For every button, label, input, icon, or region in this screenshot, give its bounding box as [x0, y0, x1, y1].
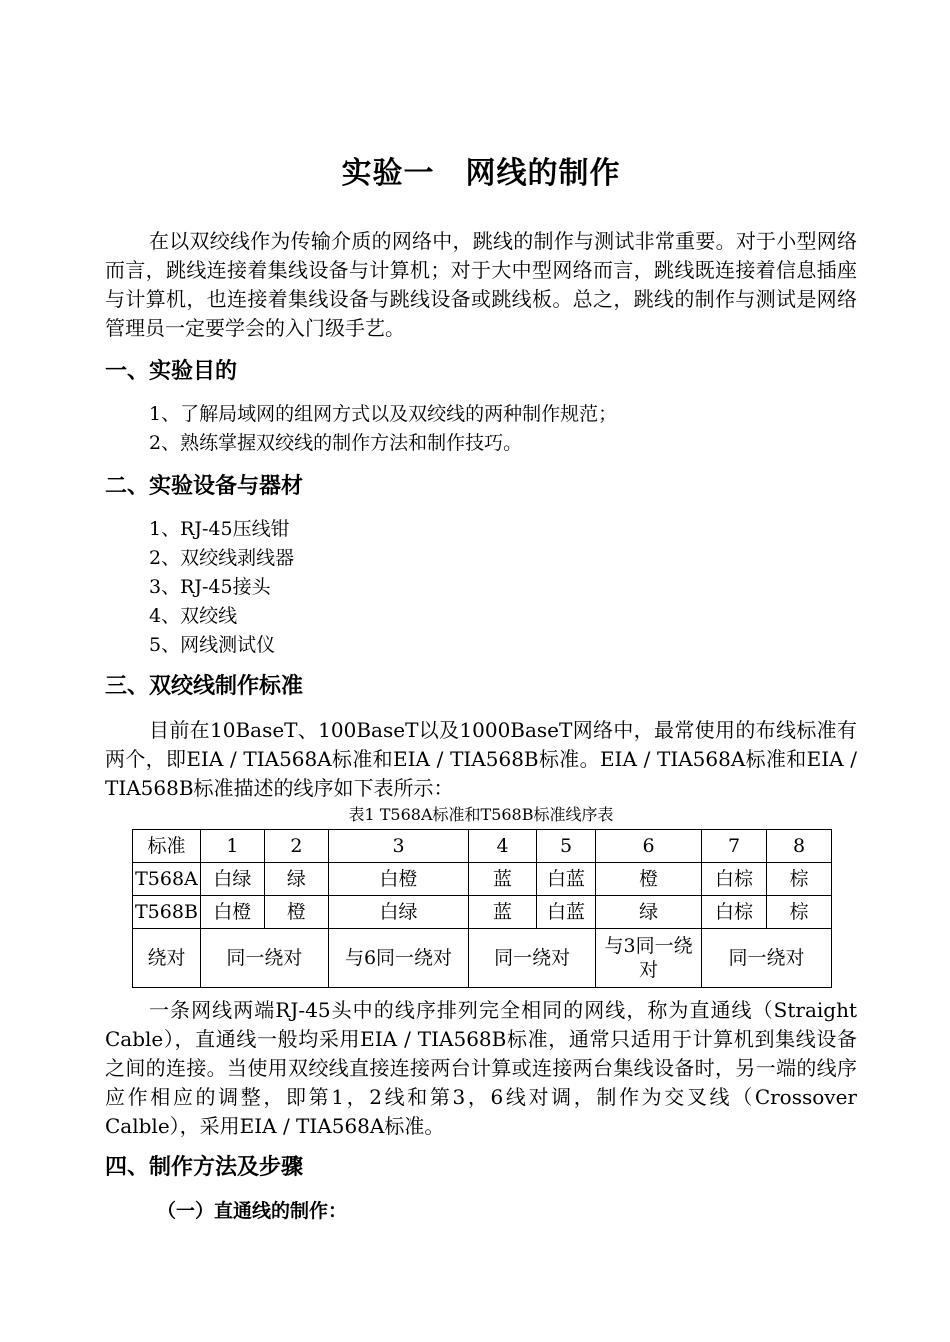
- table-cell: 白绿: [328, 896, 468, 929]
- intro-paragraph: 在以双绞线作为传输介质的网络中，跳线的制作与测试非常重要。对于小型网络而言，跳线连接着集线设备与计算机；对于大中型网络而言，跳线既连接着信息插座与计算机，也连接着集线设备与跳线设备或跳线板。总之，跳线的制作与测试是网络管理员一定要学会的入门级手艺。: [105, 229, 857, 340]
- table-cell: 标准: [133, 830, 201, 863]
- table-cell: 棕: [767, 896, 832, 929]
- table-cell: 蓝: [469, 863, 537, 896]
- table-cell: 白橙: [328, 863, 468, 896]
- table-cell: T568A: [133, 863, 201, 896]
- table-cell: 3: [328, 830, 468, 863]
- list-item: 4、双绞线: [149, 605, 238, 627]
- table-cell: 6: [596, 830, 702, 863]
- table-cell: 棕: [767, 863, 832, 896]
- equipment-list: [149, 515, 294, 660]
- table-cell: 白蓝: [536, 863, 595, 896]
- table-cell: 橙: [596, 863, 702, 896]
- table-cell: 与6同一绕对: [328, 929, 468, 988]
- table-caption: 表1 T568A标准和T568B标准线序表: [348, 805, 614, 824]
- table-cell: 同一绕对: [200, 929, 328, 988]
- table-cell: 橙: [264, 896, 328, 929]
- wiring-table: [132, 829, 832, 988]
- page-title: 实验一 网线的制作: [341, 156, 621, 191]
- table-cell: 白棕: [702, 896, 767, 929]
- heading-equipment: 二、实验设备与器材: [105, 474, 304, 499]
- cable-description-paragraph: 一条网线两端RJ-45头中的线序排列完全相同的网线，称为直通线（Straight Cable），直通线一般均采用EIA / TIA568B标准，通常只适用于计算机到集线设备之间的连接。当使用双绞线直接连接两台计算或连接两台集线设备时，另一端的线序应作相应的调整，即第1，2线和第3，6线对调，制作为交叉线（Crossover Calble），采用EIA / TIA568A标准。: [105, 998, 857, 1138]
- table-row: [133, 863, 832, 896]
- list-item: 5、网线测试仪: [149, 634, 276, 656]
- heading-purpose: 一、实验目的: [105, 359, 238, 384]
- table-header-row: [133, 830, 832, 863]
- list-item: 1、了解局域网的组网方式以及双绞线的两种制作规范；: [149, 403, 618, 425]
- table-cell: 绿: [596, 896, 702, 929]
- table-cell: 与3同一绕对: [596, 929, 702, 988]
- table-cell: 8: [767, 830, 832, 863]
- table-cell: 绿: [264, 863, 328, 896]
- table-row: [133, 896, 832, 929]
- table-row: [133, 929, 832, 988]
- table-cell: 蓝: [469, 896, 537, 929]
- table-cell: 5: [536, 830, 595, 863]
- list-item: 2、双绞线剥线器: [149, 547, 295, 569]
- table-cell: 7: [702, 830, 767, 863]
- list-item: 1、RJ-45压线钳: [149, 518, 290, 540]
- table-cell: 白棕: [702, 863, 767, 896]
- table-cell: 2: [264, 830, 328, 863]
- heading-standard: 三、双绞线制作标准: [105, 674, 304, 699]
- subheading-straight-cable: （一）直通线的制作：: [157, 1200, 348, 1222]
- heading-method: 四、制作方法及步骤: [105, 1155, 304, 1180]
- table-cell: 白橙: [200, 896, 264, 929]
- table-cell: 白绿: [200, 863, 264, 896]
- purpose-list: [149, 400, 617, 458]
- table-cell: 绕对: [133, 929, 201, 988]
- standard-paragraph: 目前在10BaseT、100BaseT以及1000BaseT网络中，最常使用的布线标准有两个，即EIA / TIA568A标准和EIA / TIA568B标准。EIA / TIA568A标准和EIA / TIA568B标准描述的线序如下表所示：: [105, 718, 857, 800]
- table-cell: 同一绕对: [702, 929, 832, 988]
- table-cell: T568B: [133, 896, 201, 929]
- table-cell: 白蓝: [536, 896, 595, 929]
- list-item: 3、RJ-45接头: [149, 576, 271, 598]
- table-cell: 1: [200, 830, 264, 863]
- table-cell: 4: [469, 830, 537, 863]
- list-item: 2、熟练掌握双绞线的制作方法和制作技巧。: [149, 432, 523, 454]
- table-cell: 同一绕对: [469, 929, 596, 988]
